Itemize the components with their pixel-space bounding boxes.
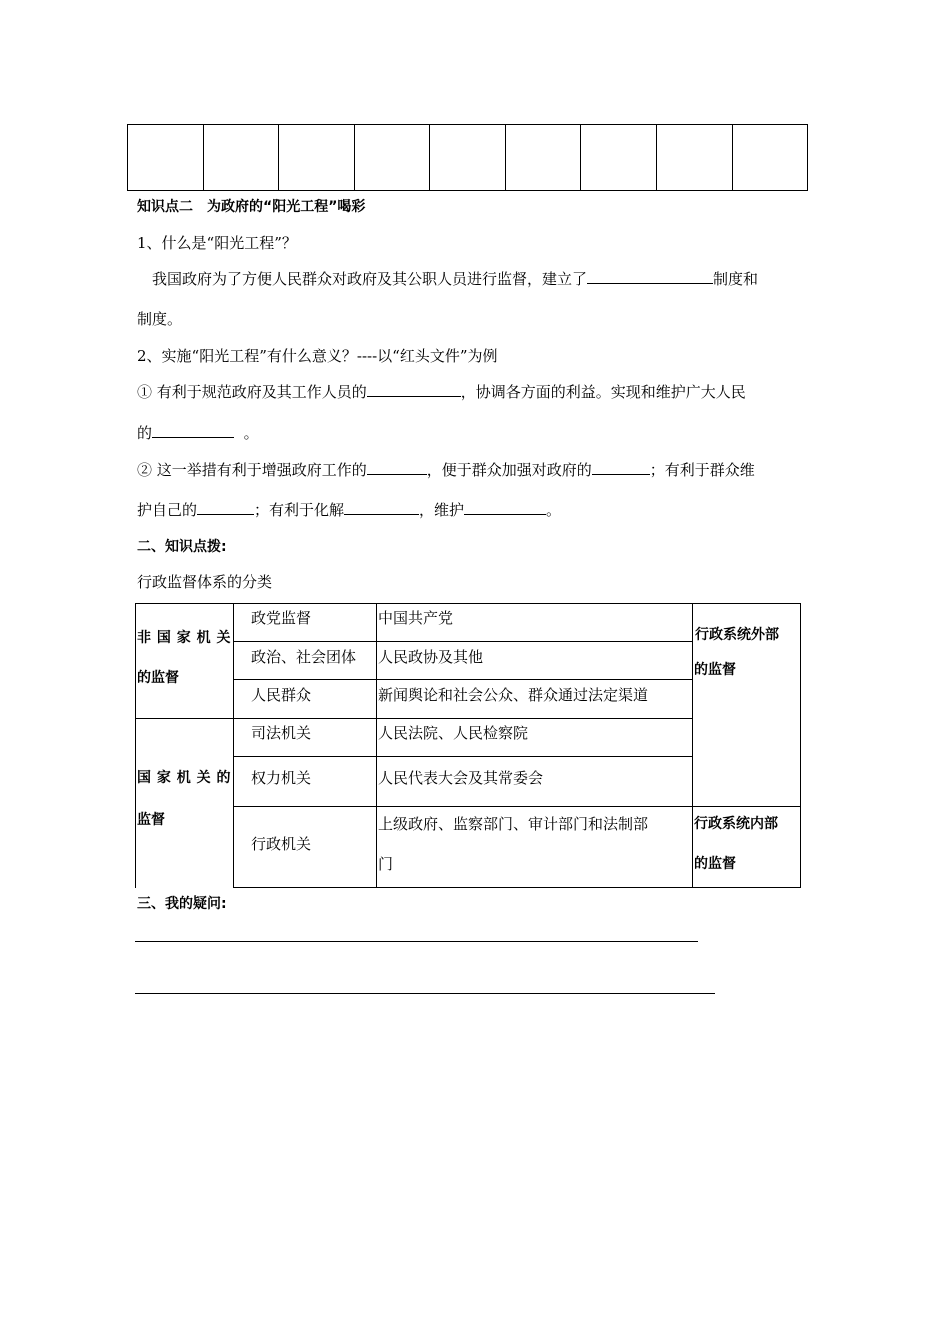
point-2 bbox=[137, 459, 755, 480]
row-body: 人民政协及其他 bbox=[378, 648, 484, 666]
group-label-non-state: 非 国 家 机 关 bbox=[137, 630, 231, 646]
table-border bbox=[800, 603, 801, 888]
row-body: 中国共产党 bbox=[378, 609, 454, 627]
fill-blank[interactable] bbox=[197, 500, 254, 515]
paragraph-q1-cont: 制度。 bbox=[137, 310, 183, 328]
paragraph-text: ，维护 bbox=[419, 501, 465, 519]
row-body-cont: 门 bbox=[378, 855, 394, 873]
fill-blank[interactable] bbox=[592, 460, 650, 475]
grid-cell[interactable] bbox=[204, 125, 280, 190]
table-border bbox=[233, 887, 801, 888]
label-external: 行政系统外部 bbox=[695, 627, 779, 643]
paragraph-text: ② 这一举措有利于增强政府工作的 bbox=[137, 461, 367, 479]
grid-cell[interactable] bbox=[506, 125, 582, 190]
label-internal-cont: 的监督 bbox=[694, 856, 736, 872]
paragraph-text: 。 bbox=[546, 501, 562, 519]
table-border bbox=[135, 718, 692, 719]
table-caption: 行政监督体系的分类 bbox=[137, 573, 273, 591]
table-border bbox=[692, 806, 801, 807]
fill-blank[interactable] bbox=[152, 423, 234, 438]
label-external-cont: 的监督 bbox=[694, 662, 736, 678]
paragraph-text: 制度和 bbox=[713, 270, 759, 288]
table-border bbox=[233, 806, 692, 807]
point-1-cont bbox=[137, 422, 259, 443]
row-body: 人民法院、人民检察院 bbox=[378, 724, 529, 742]
fill-blank[interactable] bbox=[367, 460, 427, 475]
question-1: 1、什么是“阳光工程”？ bbox=[137, 234, 297, 252]
grid-cell[interactable] bbox=[279, 125, 355, 190]
paragraph-text: 的 bbox=[137, 424, 153, 442]
paragraph-text: ① 有利于规范政府及其工作人员的 bbox=[137, 383, 367, 401]
point-2-cont bbox=[137, 499, 561, 520]
fill-blank[interactable] bbox=[464, 500, 546, 515]
row-type: 政党监督 bbox=[251, 609, 312, 627]
paragraph-text: 我国政府为了方便人民群众对政府及其公职人员进行监督，建立了 bbox=[152, 270, 588, 288]
point-1 bbox=[137, 381, 746, 402]
paragraph-text: ，协调各方面的利益。实现和维护广大人民 bbox=[460, 383, 746, 401]
fill-blank[interactable] bbox=[344, 500, 419, 515]
paragraph-text: 护自己的 bbox=[137, 501, 198, 519]
grid-cell[interactable] bbox=[657, 125, 733, 190]
paragraph-q1 bbox=[152, 268, 758, 289]
grid-cell[interactable] bbox=[128, 125, 204, 190]
grid-cell[interactable] bbox=[733, 125, 808, 190]
label-internal: 行政系统内部 bbox=[694, 816, 778, 832]
row-body: 新闻舆论和社会公众、群众通过法定渠道 bbox=[378, 686, 649, 704]
group-label-state-cont: 监督 bbox=[137, 812, 165, 828]
grid-cell[interactable] bbox=[430, 125, 506, 190]
row-body: 上级政府、监察部门、审计部门和法制部 bbox=[378, 815, 649, 833]
section-title-3: 三、我的疑问: bbox=[137, 896, 227, 912]
answer-grid bbox=[127, 124, 808, 191]
table-border bbox=[233, 641, 692, 642]
paragraph-text: ，便于群众加强对政府的 bbox=[426, 461, 592, 479]
paragraph-text: 。 bbox=[243, 424, 259, 442]
paragraph-text: ；有利于群众维 bbox=[649, 461, 755, 479]
table-border bbox=[135, 603, 136, 888]
table-border bbox=[376, 603, 377, 888]
fill-blank[interactable] bbox=[587, 269, 713, 284]
section-title-2: 二、知识点拨: bbox=[137, 539, 227, 555]
row-type: 权力机关 bbox=[251, 769, 312, 787]
row-type: 人民群众 bbox=[251, 686, 312, 704]
group-label-state: 国 家 机 关 的 bbox=[137, 770, 231, 786]
grid-cell[interactable] bbox=[355, 125, 431, 190]
fill-blank[interactable] bbox=[367, 382, 461, 397]
table-border bbox=[233, 679, 692, 680]
table-border bbox=[135, 603, 801, 604]
table-border bbox=[233, 603, 234, 888]
paragraph-text: ；有利于化解 bbox=[254, 501, 345, 519]
answer-line[interactable] bbox=[135, 993, 715, 994]
question-2: 2、实施“阳光工程”有什么意义？----以“红头文件”为例 bbox=[137, 347, 498, 365]
table-border bbox=[233, 756, 692, 757]
row-type: 行政机关 bbox=[251, 835, 312, 853]
section-title-knowledge-2: 知识点二 为政府的“阳光工程”喝彩 bbox=[137, 199, 366, 215]
table-border bbox=[692, 603, 693, 888]
row-type: 司法机关 bbox=[251, 724, 312, 742]
answer-line[interactable] bbox=[135, 941, 698, 942]
group-label-non-state-cont: 的监督 bbox=[137, 670, 179, 686]
row-body: 人民代表大会及其常委会 bbox=[378, 769, 544, 787]
grid-cell[interactable] bbox=[581, 125, 657, 190]
row-type: 政治、社会团体 bbox=[251, 648, 357, 666]
